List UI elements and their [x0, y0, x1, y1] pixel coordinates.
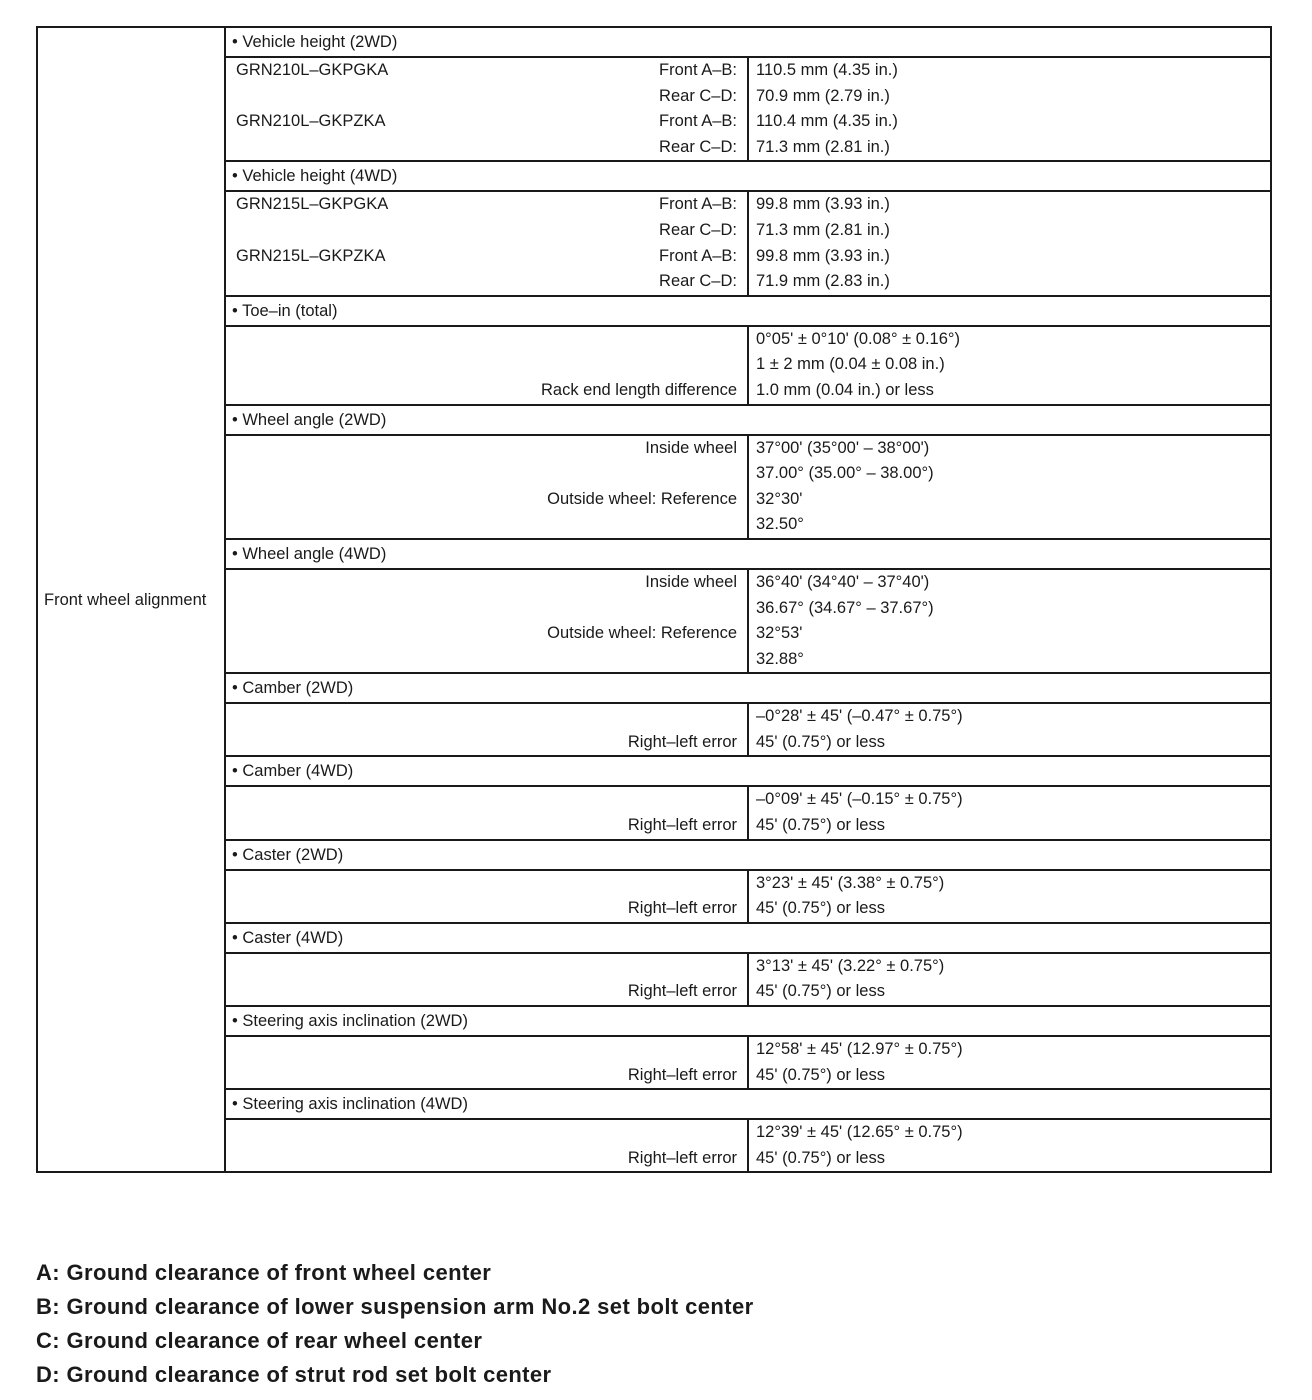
label-line: [226, 1120, 747, 1146]
spec-value: 99.8 mm (3.93 in.): [756, 195, 890, 214]
spec-value: 71.3 mm (2.81 in.): [756, 137, 890, 156]
spec-label-cell: [225, 435, 748, 539]
legend-item: D: Ground clearance of strut rod set bolt center: [36, 1362, 552, 1387]
section-header-row: [37, 27, 1271, 57]
label-line: [226, 192, 747, 218]
label-line: [226, 1063, 747, 1089]
section-title: • Steering axis inclination (2WD): [225, 1006, 1271, 1036]
spec-value: 45' (0.75°) or less: [756, 982, 885, 1001]
label-line: [226, 813, 747, 839]
section-title: • Caster (4WD): [225, 923, 1271, 953]
spec-value-cell: [748, 703, 1271, 756]
label-line: [226, 647, 747, 673]
label-line: [226, 896, 747, 922]
label-line: [226, 109, 747, 135]
section-title: • Camber (2WD): [225, 673, 1271, 703]
section-title: • Wheel angle (2WD): [225, 405, 1271, 435]
measurement-label: Front A–B:: [659, 246, 737, 265]
label-line: [226, 352, 747, 378]
section-title: • Vehicle height (4WD): [225, 161, 1271, 191]
label-line: [226, 84, 747, 110]
label-line: [226, 704, 747, 730]
measurement-label: Inside wheel: [645, 438, 737, 457]
label-line: [226, 787, 747, 813]
measurement-label: Rear C–D:: [659, 272, 737, 291]
spec-value-cell: [748, 1036, 1271, 1089]
measurement-label: Right–left error: [627, 732, 737, 751]
spec-label-cell: [225, 870, 748, 923]
section-title: • Toe–in (total): [225, 296, 1271, 326]
model-code: GRN210L–GKPZKA: [236, 112, 386, 131]
measurement-label: Right–left error: [627, 1148, 737, 1167]
spec-value: –0°28' ± 45' (–0.47° ± 0.75°): [756, 707, 963, 726]
label-line: [226, 487, 747, 513]
spec-value: 0°05' ± 0°10' (0.08° ± 0.16°): [756, 329, 961, 348]
label-line: [226, 512, 747, 538]
label-line: [226, 244, 747, 270]
legend-list: [36, 1256, 754, 1392]
section-title: • Camber (4WD): [225, 756, 1271, 786]
spec-value: 45' (0.75°) or less: [756, 1148, 885, 1167]
spec-value: 45' (0.75°) or less: [756, 732, 885, 751]
spec-value: 36.67° (34.67° – 37.67°): [756, 598, 934, 617]
label-line: [226, 327, 747, 353]
label-line: [226, 1146, 747, 1172]
spec-value-cell: [748, 1119, 1271, 1172]
section-title: • Vehicle height (2WD): [225, 27, 1271, 57]
section-title: • Caster (2WD): [225, 840, 1271, 870]
spec-value-cell: [748, 191, 1271, 295]
category-label: Front wheel alignment: [37, 27, 225, 1172]
spec-value-cell: [748, 953, 1271, 1006]
model-code: GRN210L–GKPGKA: [236, 61, 389, 79]
label-line: [226, 378, 747, 404]
spec-value: 12°58' ± 45' (12.97° ± 0.75°): [756, 1040, 963, 1059]
label-line: [226, 1037, 747, 1063]
label-line: [226, 596, 747, 622]
measurement-label: Rear C–D:: [659, 86, 737, 105]
measurement-label: Right–left error: [627, 1065, 737, 1084]
section-title: • Wheel angle (4WD): [225, 539, 1271, 569]
spec-value: 45' (0.75°) or less: [756, 1065, 885, 1084]
spec-label-cell: [225, 57, 748, 161]
spec-value: 32°53': [756, 624, 803, 643]
spec-label-cell: [225, 569, 748, 673]
spec-value: 45' (0.75°) or less: [756, 816, 885, 835]
section-title: • Steering axis inclination (4WD): [225, 1089, 1271, 1119]
spec-label-cell: [225, 703, 748, 756]
spec-label-cell: [225, 786, 748, 839]
spec-label-cell: [225, 191, 748, 295]
spec-value: 32.50°: [756, 515, 804, 534]
label-line: [226, 871, 747, 897]
spec-label-cell: [225, 326, 748, 405]
label-line: [226, 570, 747, 596]
measurement-label: Inside wheel: [645, 572, 737, 591]
spec-value: 71.9 mm (2.83 in.): [756, 272, 890, 291]
spec-value-cell: [748, 435, 1271, 539]
model-code: GRN215L–GKPZKA: [236, 246, 386, 265]
spec-label-cell: [225, 1119, 748, 1172]
spec-value-cell: [748, 786, 1271, 839]
label-line: [226, 621, 747, 647]
legend-item: B: Ground clearance of lower suspension arm No.2 set bolt center: [36, 1294, 754, 1319]
measurement-label: Right–left error: [627, 982, 737, 1001]
model-code: GRN215L–GKPGKA: [236, 195, 389, 214]
label-line: [226, 135, 747, 161]
measurement-label: Rear C–D:: [659, 137, 737, 156]
measurement-label: Right–left error: [627, 816, 737, 835]
spec-value-cell: [748, 870, 1271, 923]
spec-value: 71.3 mm (2.81 in.): [756, 220, 890, 239]
measurement-label: Rear C–D:: [659, 220, 737, 239]
spec-value: 45' (0.75°) or less: [756, 899, 885, 918]
spec-value: 37°00' (35°00' – 38°00'): [756, 438, 930, 457]
spec-value-cell: [748, 569, 1271, 673]
spec-value-cell: [748, 326, 1271, 405]
spec-value-cell: [748, 57, 1271, 161]
spec-label-cell: [225, 1036, 748, 1089]
measurement-label: Front A–B:: [659, 61, 737, 79]
spec-value: 32.88°: [756, 649, 804, 668]
label-line: [226, 58, 747, 84]
spec-value: 1.0 mm (0.04 in.) or less: [756, 380, 934, 399]
spec-value: 110.4 mm (4.35 in.): [756, 112, 898, 131]
spec-value: 12°39' ± 45' (12.65° ± 0.75°): [756, 1123, 963, 1142]
spec-label-cell: [225, 953, 748, 1006]
legend-item: A: Ground clearance of front wheel center: [36, 1260, 492, 1285]
measurement-label: Outside wheel: Reference: [547, 624, 737, 643]
spec-value: 36°40' (34°40' – 37°40'): [756, 572, 930, 591]
label-line: [226, 461, 747, 487]
measurement-label: Front A–B:: [659, 195, 737, 214]
measurement-label: Right–left error: [627, 899, 737, 918]
spec-value: 32°30': [756, 489, 803, 508]
spec-value: –0°09' ± 45' (–0.15° ± 0.75°): [756, 790, 963, 809]
spec-table-body: [37, 27, 1271, 1172]
label-line: [226, 954, 747, 980]
spec-value: 1 ± 2 mm (0.04 ± 0.08 in.): [756, 355, 945, 374]
spec-value: 37.00° (35.00° – 38.00°): [756, 464, 934, 483]
spec-value: 3°13' ± 45' (3.22° ± 0.75°): [756, 956, 945, 975]
alignment-spec-table: [36, 26, 1272, 1173]
spec-value: 3°23' ± 45' (3.38° ± 0.75°): [756, 873, 945, 892]
label-line: [226, 218, 747, 244]
label-line: [226, 979, 747, 1005]
measurement-label: Outside wheel: Reference: [547, 489, 737, 508]
measurement-label: Front A–B:: [659, 112, 737, 131]
label-line: [226, 436, 747, 462]
label-line: [226, 269, 747, 295]
spec-value: 70.9 mm (2.79 in.): [756, 86, 890, 105]
label-line: [226, 730, 747, 756]
measurement-label: Rack end length difference: [541, 380, 737, 399]
legend-item: C: Ground clearance of rear wheel center: [36, 1328, 483, 1353]
spec-value: 99.8 mm (3.93 in.): [756, 246, 890, 265]
spec-value: 110.5 mm (4.35 in.): [756, 61, 898, 79]
